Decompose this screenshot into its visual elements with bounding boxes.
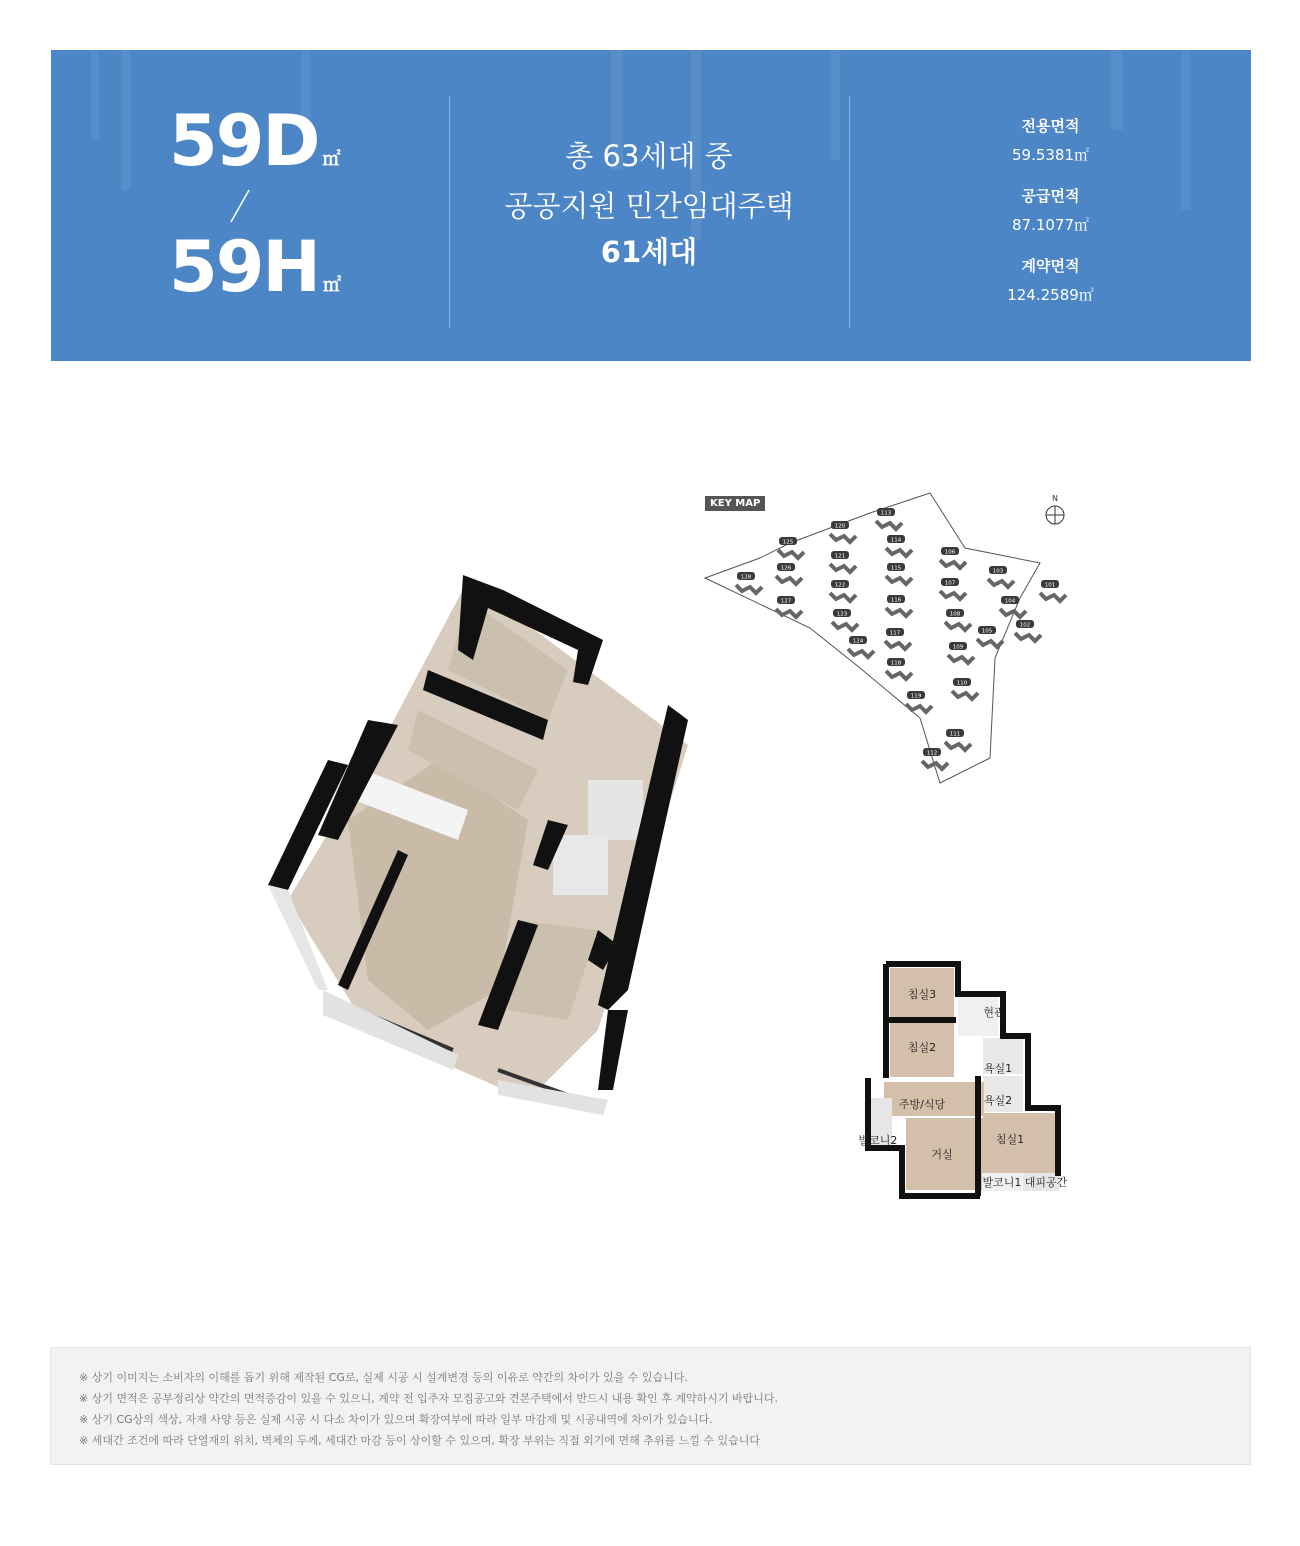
room-balcony2: 발코니2 [858,1134,898,1147]
building-number: 104 [1004,598,1016,605]
disclaimer-box [50,1347,1251,1465]
building-number: 121 [834,553,846,560]
building-number: 120 [834,523,846,530]
building-number: 116 [890,597,902,604]
building-shape [1040,593,1066,601]
building-number: 119 [910,693,922,700]
room-living: 거실 [931,1148,953,1161]
room-evacuation-space: 대피공간 [1024,1176,1068,1189]
unit-type-b: 59H ㎡ [169,226,341,308]
room-bath1: 욕실1 [983,1062,1013,1075]
unit-type-banner [51,50,1251,361]
room-bath2: 욕실2 [983,1094,1013,1107]
building-number: 101 [1044,582,1056,589]
room-bedroom2: 침실2 [907,1041,937,1054]
building-number: 106 [944,549,956,556]
household-summary [449,50,849,361]
building-number: 117 [889,630,901,637]
unit-floor-plan [858,958,1072,1204]
note-1: ※ 상기 이미지는 소비자의 이해를 돕기 위해 제작된 CG로, 실제 시공 시 설계변경 등의 이유로 약간의 차이가 있을 수 있습니다. [79,1371,688,1384]
north-arrow-icon [1046,494,1064,524]
building-number: 105 [981,628,993,635]
room-entrance: 현관 [983,1006,1005,1019]
building-number: 118 [890,660,902,667]
building-number: 102 [1019,622,1031,629]
building-number: 114 [890,537,902,544]
building-number: 124 [852,638,864,645]
area-info [850,50,1251,361]
summary-total: 총 63세대 중 [565,139,733,173]
building-number: 123 [836,611,848,618]
summary-count: 61세대 [600,235,698,269]
slash-divider [229,188,251,224]
building-marker-101 [1040,580,1066,601]
building-number: 103 [992,568,1004,575]
contract-area-value: 124.2589㎡ [1007,286,1094,304]
building-shape [1015,633,1041,641]
room-kitchen-dining: 주방/식당 [898,1098,946,1111]
building-marker-102 [1015,620,1041,641]
isometric-floor-plan [268,570,718,1120]
building-number: 112 [926,750,938,757]
contract-area-label: 계약면적 [1021,257,1080,275]
supply-area-value: 87.1077㎡ [1011,216,1090,234]
exclusive-area-value: 59.5381㎡ [1011,146,1090,164]
building-number: 107 [944,580,956,587]
building-number: 110 [956,680,968,687]
building-number: 115 [890,565,902,572]
room-bedroom1: 침실1 [995,1133,1025,1146]
note-4: ※ 세대간 조건에 따라 단열재의 위치, 벽체의 두께, 세대간 마감 등이 상이할 수 있으며, 확장 부위는 직접 외기에 면해 추위를 느낄 수 있습니다 [79,1434,761,1447]
building-number: 109 [952,644,964,651]
room-balcony1: 발코니1 [982,1176,1022,1189]
building-number: 111 [949,731,961,738]
supply-area-label: 공급면적 [1021,187,1080,205]
site-key-map [700,488,1080,788]
unit-type-a: 59D ㎡ [169,100,341,182]
summary-type: 공공지원 민간임대주택 [504,189,794,223]
building-number: 122 [834,582,846,589]
building-number: 126 [780,565,792,572]
north-label: N [1052,494,1058,503]
building-number: 108 [949,611,961,618]
building-number: 125 [782,539,794,546]
building-number: 127 [780,598,792,605]
unit-type-column [51,50,449,361]
note-2: ※ 상기 면적은 공부정리상 약간의 면적증감이 있을 수 있으니, 계약 전 입주자 모집공고와 견본주택에서 반드시 내용 확인 후 계약하시기 바랍니다. [79,1392,778,1405]
room-bedroom3: 침실3 [907,988,937,1001]
exclusive-area-label: 전용면적 [1021,117,1080,135]
building-number: 113 [880,510,892,517]
building-number: 128 [740,574,752,581]
note-3: ※ 상기 CG상의 색상, 자재 사양 등은 실제 시공 시 다소 차이가 있으며 확장여부에 따라 일부 마감재 및 시공내역에 차이가 있습니다. [79,1413,713,1426]
keymap-title: KEY MAP [705,496,765,511]
